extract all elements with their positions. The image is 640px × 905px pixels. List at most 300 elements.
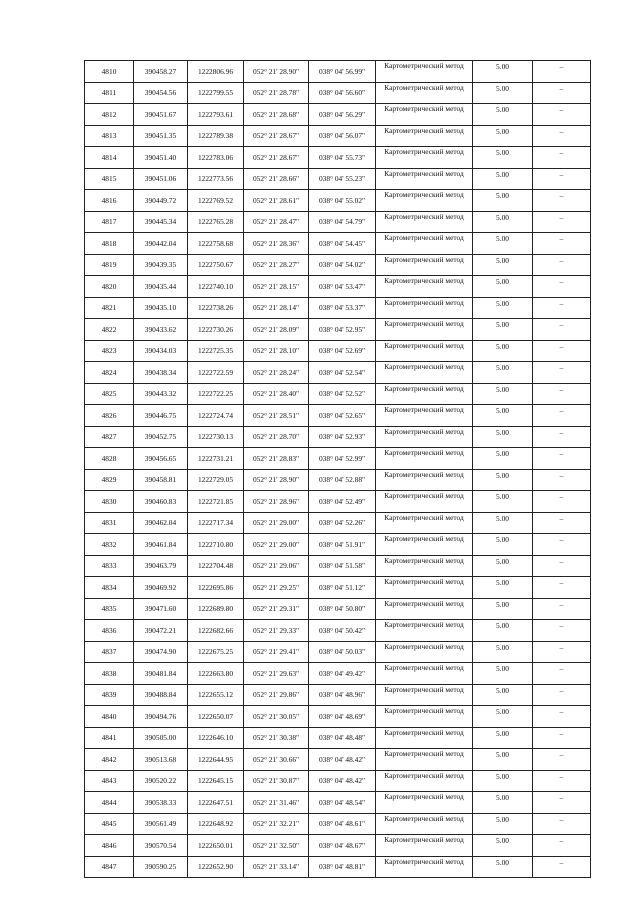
method-cell: Картометрический метод — [376, 706, 473, 728]
accuracy-cell: 5.00 — [473, 706, 533, 728]
x-coordinate-cell: 390570.54 — [134, 835, 188, 857]
note-cell: – — [533, 168, 591, 190]
latitude-cell: 052° 21' 33.14" — [244, 856, 309, 878]
point-number-cell: 4828 — [85, 448, 134, 470]
y-coordinate-cell: 1222650.07 — [188, 706, 244, 728]
longitude-cell: 038° 04' 48.48" — [309, 727, 376, 749]
table-row — [85, 405, 591, 427]
accuracy-cell: 5.00 — [473, 856, 533, 878]
latitude-cell: 052° 21' 28.66" — [244, 168, 309, 190]
x-coordinate-cell: 390435.44 — [134, 276, 188, 298]
longitude-cell: 038° 04' 52.88" — [309, 469, 376, 491]
table-row — [85, 663, 591, 685]
longitude-cell: 038° 04' 54.45" — [309, 233, 376, 255]
point-number-cell: 4835 — [85, 598, 134, 620]
note-cell: – — [533, 663, 591, 685]
y-coordinate-cell: 1222729.05 — [188, 469, 244, 491]
point-number-cell: 4819 — [85, 254, 134, 276]
table-row — [85, 319, 591, 341]
y-coordinate-cell: 1222799.55 — [188, 82, 244, 104]
longitude-cell: 038° 04' 51.91" — [309, 534, 376, 556]
latitude-cell: 052° 21' 28.09" — [244, 319, 309, 341]
point-number-cell: 4815 — [85, 168, 134, 190]
longitude-cell: 038° 04' 48.61" — [309, 813, 376, 835]
table-row — [85, 577, 591, 599]
method-cell: Картометрический метод — [376, 426, 473, 448]
table-row — [85, 555, 591, 577]
method-cell: Картометрический метод — [376, 534, 473, 556]
x-coordinate-cell: 390435.10 — [134, 297, 188, 319]
point-number-cell: 4832 — [85, 534, 134, 556]
longitude-cell: 038° 04' 56.99" — [309, 61, 376, 83]
method-cell: Картометрический метод — [376, 555, 473, 577]
x-coordinate-cell: 390434.03 — [134, 340, 188, 362]
accuracy-cell: 5.00 — [473, 426, 533, 448]
method-cell: Картометрический метод — [376, 469, 473, 491]
y-coordinate-cell: 1222682.66 — [188, 620, 244, 642]
note-cell: – — [533, 362, 591, 384]
table-row — [85, 125, 591, 147]
note-cell: – — [533, 684, 591, 706]
latitude-cell: 052° 21' 28.47" — [244, 211, 309, 233]
x-coordinate-cell: 390449.72 — [134, 190, 188, 212]
method-cell: Картометрический метод — [376, 340, 473, 362]
latitude-cell: 052° 21' 28.15" — [244, 276, 309, 298]
method-cell: Картометрический метод — [376, 749, 473, 771]
method-cell: Картометрический метод — [376, 512, 473, 534]
accuracy-cell: 5.00 — [473, 792, 533, 814]
point-number-cell: 4811 — [85, 82, 134, 104]
accuracy-cell: 5.00 — [473, 82, 533, 104]
accuracy-cell: 5.00 — [473, 147, 533, 169]
accuracy-cell: 5.00 — [473, 211, 533, 233]
table-row — [85, 276, 591, 298]
x-coordinate-cell: 390474.90 — [134, 641, 188, 663]
note-cell: – — [533, 104, 591, 126]
method-cell: Картометрический метод — [376, 276, 473, 298]
latitude-cell: 052° 21' 32.50" — [244, 835, 309, 857]
x-coordinate-cell: 390590.25 — [134, 856, 188, 878]
x-coordinate-cell: 390433.62 — [134, 319, 188, 341]
accuracy-cell: 5.00 — [473, 405, 533, 427]
accuracy-cell: 5.00 — [473, 61, 533, 83]
latitude-cell: 052° 21' 28.14" — [244, 297, 309, 319]
latitude-cell: 052° 21' 29.86" — [244, 684, 309, 706]
y-coordinate-cell: 1222695.86 — [188, 577, 244, 599]
table-row — [85, 792, 591, 814]
latitude-cell: 052° 21' 28.10" — [244, 340, 309, 362]
y-coordinate-cell: 1222730.26 — [188, 319, 244, 341]
table-row — [85, 727, 591, 749]
y-coordinate-cell: 1222647.51 — [188, 792, 244, 814]
method-cell: Картометрический метод — [376, 104, 473, 126]
method-cell: Картометрический метод — [376, 168, 473, 190]
note-cell: – — [533, 233, 591, 255]
latitude-cell: 052° 21' 28.61" — [244, 190, 309, 212]
latitude-cell: 052° 21' 31.46" — [244, 792, 309, 814]
longitude-cell: 038° 04' 54.79" — [309, 211, 376, 233]
point-number-cell: 4826 — [85, 405, 134, 427]
method-cell: Картометрический метод — [376, 770, 473, 792]
method-cell: Картометрический метод — [376, 598, 473, 620]
note-cell: – — [533, 61, 591, 83]
latitude-cell: 052° 21' 30.05" — [244, 706, 309, 728]
coordinates-table — [84, 60, 591, 878]
table-row — [85, 749, 591, 771]
method-cell: Картометрический метод — [376, 491, 473, 513]
latitude-cell: 052° 21' 28.83" — [244, 448, 309, 470]
longitude-cell: 038° 04' 48.96" — [309, 684, 376, 706]
accuracy-cell: 5.00 — [473, 555, 533, 577]
table-row — [85, 813, 591, 835]
latitude-cell: 052° 21' 28.27" — [244, 254, 309, 276]
latitude-cell: 052° 21' 28.70" — [244, 426, 309, 448]
accuracy-cell: 5.00 — [473, 684, 533, 706]
method-cell: Картометрический метод — [376, 254, 473, 276]
point-number-cell: 4820 — [85, 276, 134, 298]
accuracy-cell: 5.00 — [473, 620, 533, 642]
table-row — [85, 684, 591, 706]
note-cell: – — [533, 448, 591, 470]
point-number-cell: 4839 — [85, 684, 134, 706]
method-cell: Картометрический метод — [376, 211, 473, 233]
point-number-cell: 4837 — [85, 641, 134, 663]
y-coordinate-cell: 1222704.48 — [188, 555, 244, 577]
x-coordinate-cell: 390456.65 — [134, 448, 188, 470]
x-coordinate-cell: 390451.67 — [134, 104, 188, 126]
y-coordinate-cell: 1222725.35 — [188, 340, 244, 362]
x-coordinate-cell: 390443.32 — [134, 383, 188, 405]
note-cell: – — [533, 620, 591, 642]
note-cell: – — [533, 405, 591, 427]
note-cell: – — [533, 749, 591, 771]
method-cell: Картометрический метод — [376, 61, 473, 83]
point-number-cell: 4830 — [85, 491, 134, 513]
point-number-cell: 4813 — [85, 125, 134, 147]
longitude-cell: 038° 04' 48.69" — [309, 706, 376, 728]
x-coordinate-cell: 390488.84 — [134, 684, 188, 706]
longitude-cell: 038° 04' 52.69" — [309, 340, 376, 362]
point-number-cell: 4831 — [85, 512, 134, 534]
note-cell: – — [533, 211, 591, 233]
table-row — [85, 469, 591, 491]
longitude-cell: 038° 04' 53.37" — [309, 297, 376, 319]
accuracy-cell: 5.00 — [473, 577, 533, 599]
table-body — [85, 61, 591, 878]
note-cell: – — [533, 727, 591, 749]
table-row — [85, 233, 591, 255]
accuracy-cell: 5.00 — [473, 448, 533, 470]
y-coordinate-cell: 1222783.06 — [188, 147, 244, 169]
accuracy-cell: 5.00 — [473, 770, 533, 792]
accuracy-cell: 5.00 — [473, 190, 533, 212]
point-number-cell: 4825 — [85, 383, 134, 405]
note-cell: – — [533, 491, 591, 513]
method-cell: Картометрический метод — [376, 641, 473, 663]
accuracy-cell: 5.00 — [473, 297, 533, 319]
method-cell: Картометрический метод — [376, 405, 473, 427]
point-number-cell: 4838 — [85, 663, 134, 685]
longitude-cell: 038° 04' 52.65" — [309, 405, 376, 427]
longitude-cell: 038° 04' 50.03" — [309, 641, 376, 663]
point-number-cell: 4840 — [85, 706, 134, 728]
longitude-cell: 038° 04' 48.81" — [309, 856, 376, 878]
accuracy-cell: 5.00 — [473, 340, 533, 362]
table-row — [85, 297, 591, 319]
x-coordinate-cell: 390505.00 — [134, 727, 188, 749]
longitude-cell: 038° 04' 52.95" — [309, 319, 376, 341]
longitude-cell: 038° 04' 48.54" — [309, 792, 376, 814]
note-cell: – — [533, 125, 591, 147]
method-cell: Картометрический метод — [376, 125, 473, 147]
method-cell: Картометрический метод — [376, 383, 473, 405]
y-coordinate-cell: 1222721.85 — [188, 491, 244, 513]
method-cell: Картометрический метод — [376, 835, 473, 857]
accuracy-cell: 5.00 — [473, 813, 533, 835]
latitude-cell: 052° 21' 29.33" — [244, 620, 309, 642]
point-number-cell: 4842 — [85, 749, 134, 771]
x-coordinate-cell: 390461.84 — [134, 534, 188, 556]
y-coordinate-cell: 1222773.56 — [188, 168, 244, 190]
latitude-cell: 052° 21' 29.31" — [244, 598, 309, 620]
x-coordinate-cell: 390462.04 — [134, 512, 188, 534]
latitude-cell: 052° 21' 28.24" — [244, 362, 309, 384]
method-cell: Картометрический метод — [376, 233, 473, 255]
table-row — [85, 620, 591, 642]
table-row — [85, 211, 591, 233]
table-row — [85, 770, 591, 792]
method-cell: Картометрический метод — [376, 813, 473, 835]
note-cell: – — [533, 147, 591, 169]
note-cell: – — [533, 276, 591, 298]
accuracy-cell: 5.00 — [473, 383, 533, 405]
method-cell: Картометрический метод — [376, 727, 473, 749]
accuracy-cell: 5.00 — [473, 319, 533, 341]
longitude-cell: 038° 04' 56.29" — [309, 104, 376, 126]
table-row — [85, 641, 591, 663]
y-coordinate-cell: 1222717.34 — [188, 512, 244, 534]
latitude-cell: 052° 21' 29.06" — [244, 555, 309, 577]
note-cell: – — [533, 297, 591, 319]
x-coordinate-cell: 390445.34 — [134, 211, 188, 233]
x-coordinate-cell: 390442.04 — [134, 233, 188, 255]
x-coordinate-cell: 390513.68 — [134, 749, 188, 771]
x-coordinate-cell: 390451.06 — [134, 168, 188, 190]
method-cell: Картометрический метод — [376, 448, 473, 470]
table-row — [85, 147, 591, 169]
longitude-cell: 038° 04' 48.42" — [309, 770, 376, 792]
longitude-cell: 038° 04' 56.07" — [309, 125, 376, 147]
accuracy-cell: 5.00 — [473, 749, 533, 771]
y-coordinate-cell: 1222655.12 — [188, 684, 244, 706]
x-coordinate-cell: 390469.92 — [134, 577, 188, 599]
table-row — [85, 61, 591, 83]
y-coordinate-cell: 1222646.10 — [188, 727, 244, 749]
latitude-cell: 052° 21' 29.41" — [244, 641, 309, 663]
accuracy-cell: 5.00 — [473, 469, 533, 491]
y-coordinate-cell: 1222738.26 — [188, 297, 244, 319]
y-coordinate-cell: 1222689.80 — [188, 598, 244, 620]
latitude-cell: 052° 21' 28.90" — [244, 61, 309, 83]
method-cell: Картометрический метод — [376, 856, 473, 878]
point-number-cell: 4845 — [85, 813, 134, 835]
y-coordinate-cell: 1222758.68 — [188, 233, 244, 255]
y-coordinate-cell: 1222652.90 — [188, 856, 244, 878]
x-coordinate-cell: 390458.81 — [134, 469, 188, 491]
note-cell: – — [533, 82, 591, 104]
x-coordinate-cell: 390561.49 — [134, 813, 188, 835]
point-number-cell: 4841 — [85, 727, 134, 749]
accuracy-cell: 5.00 — [473, 362, 533, 384]
note-cell: – — [533, 813, 591, 835]
longitude-cell: 038° 04' 52.26" — [309, 512, 376, 534]
y-coordinate-cell: 1222663.80 — [188, 663, 244, 685]
latitude-cell: 052° 21' 28.67" — [244, 147, 309, 169]
longitude-cell: 038° 04' 48.42" — [309, 749, 376, 771]
latitude-cell: 052° 21' 28.51" — [244, 405, 309, 427]
accuracy-cell: 5.00 — [473, 104, 533, 126]
table-row — [85, 82, 591, 104]
method-cell: Картометрический метод — [376, 620, 473, 642]
x-coordinate-cell: 390472.21 — [134, 620, 188, 642]
point-number-cell: 4836 — [85, 620, 134, 642]
table-row — [85, 383, 591, 405]
note-cell: – — [533, 426, 591, 448]
accuracy-cell: 5.00 — [473, 512, 533, 534]
x-coordinate-cell: 390460.83 — [134, 491, 188, 513]
method-cell: Картометрический метод — [376, 577, 473, 599]
accuracy-cell: 5.00 — [473, 233, 533, 255]
note-cell: – — [533, 641, 591, 663]
accuracy-cell: 5.00 — [473, 276, 533, 298]
longitude-cell: 038° 04' 55.02" — [309, 190, 376, 212]
point-number-cell: 4833 — [85, 555, 134, 577]
longitude-cell: 038° 04' 56.60" — [309, 82, 376, 104]
longitude-cell: 038° 04' 50.42" — [309, 620, 376, 642]
note-cell: – — [533, 340, 591, 362]
y-coordinate-cell: 1222769.52 — [188, 190, 244, 212]
longitude-cell: 038° 04' 52.52" — [309, 383, 376, 405]
method-cell: Картометрический метод — [376, 319, 473, 341]
table-row — [85, 362, 591, 384]
latitude-cell: 052° 21' 29.25" — [244, 577, 309, 599]
accuracy-cell: 5.00 — [473, 663, 533, 685]
longitude-cell: 038° 04' 55.23" — [309, 168, 376, 190]
accuracy-cell: 5.00 — [473, 534, 533, 556]
accuracy-cell: 5.00 — [473, 125, 533, 147]
note-cell: – — [533, 856, 591, 878]
note-cell: – — [533, 770, 591, 792]
accuracy-cell: 5.00 — [473, 598, 533, 620]
method-cell: Картометрический метод — [376, 190, 473, 212]
method-cell: Картометрический метод — [376, 147, 473, 169]
table-row — [85, 706, 591, 728]
latitude-cell: 052° 21' 28.68" — [244, 104, 309, 126]
x-coordinate-cell: 390446.75 — [134, 405, 188, 427]
x-coordinate-cell: 390481.84 — [134, 663, 188, 685]
y-coordinate-cell: 1222806.96 — [188, 61, 244, 83]
x-coordinate-cell: 390454.56 — [134, 82, 188, 104]
y-coordinate-cell: 1222650.01 — [188, 835, 244, 857]
latitude-cell: 052° 21' 30.87" — [244, 770, 309, 792]
x-coordinate-cell: 390471.60 — [134, 598, 188, 620]
y-coordinate-cell: 1222724.74 — [188, 405, 244, 427]
x-coordinate-cell: 390520.22 — [134, 770, 188, 792]
table-row — [85, 340, 591, 362]
point-number-cell: 4827 — [85, 426, 134, 448]
accuracy-cell: 5.00 — [473, 491, 533, 513]
note-cell: – — [533, 469, 591, 491]
note-cell: – — [533, 598, 591, 620]
longitude-cell: 038° 04' 51.58" — [309, 555, 376, 577]
method-cell: Картометрический метод — [376, 362, 473, 384]
y-coordinate-cell: 1222765.28 — [188, 211, 244, 233]
point-number-cell: 4821 — [85, 297, 134, 319]
point-number-cell: 4844 — [85, 792, 134, 814]
accuracy-cell: 5.00 — [473, 168, 533, 190]
note-cell: – — [533, 534, 591, 556]
point-number-cell: 4816 — [85, 190, 134, 212]
point-number-cell: 4847 — [85, 856, 134, 878]
table-row — [85, 856, 591, 878]
point-number-cell: 4829 — [85, 469, 134, 491]
longitude-cell: 038° 04' 50.80" — [309, 598, 376, 620]
point-number-cell: 4818 — [85, 233, 134, 255]
y-coordinate-cell: 1222793.61 — [188, 104, 244, 126]
note-cell: – — [533, 792, 591, 814]
note-cell: – — [533, 706, 591, 728]
table-row — [85, 426, 591, 448]
longitude-cell: 038° 04' 52.54" — [309, 362, 376, 384]
table-row — [85, 104, 591, 126]
x-coordinate-cell: 390463.79 — [134, 555, 188, 577]
method-cell: Картометрический метод — [376, 663, 473, 685]
note-cell: – — [533, 512, 591, 534]
latitude-cell: 052° 21' 29.63" — [244, 663, 309, 685]
document-page — [84, 60, 591, 878]
x-coordinate-cell: 390538.33 — [134, 792, 188, 814]
table-row — [85, 168, 591, 190]
x-coordinate-cell: 390439.35 — [134, 254, 188, 276]
method-cell: Картометрический метод — [376, 297, 473, 319]
x-coordinate-cell: 390438.34 — [134, 362, 188, 384]
y-coordinate-cell: 1222730.13 — [188, 426, 244, 448]
latitude-cell: 052° 21' 30.38" — [244, 727, 309, 749]
y-coordinate-cell: 1222740.10 — [188, 276, 244, 298]
y-coordinate-cell: 1222645.15 — [188, 770, 244, 792]
point-number-cell: 4843 — [85, 770, 134, 792]
longitude-cell: 038° 04' 52.93" — [309, 426, 376, 448]
longitude-cell: 038° 04' 54.02" — [309, 254, 376, 276]
table-row — [85, 512, 591, 534]
x-coordinate-cell: 390451.40 — [134, 147, 188, 169]
note-cell: – — [533, 319, 591, 341]
point-number-cell: 4834 — [85, 577, 134, 599]
longitude-cell: 038° 04' 53.47" — [309, 276, 376, 298]
longitude-cell: 038° 04' 49.42" — [309, 663, 376, 685]
y-coordinate-cell: 1222789.38 — [188, 125, 244, 147]
accuracy-cell: 5.00 — [473, 641, 533, 663]
longitude-cell: 038° 04' 52.99" — [309, 448, 376, 470]
accuracy-cell: 5.00 — [473, 727, 533, 749]
y-coordinate-cell: 1222722.25 — [188, 383, 244, 405]
point-number-cell: 4812 — [85, 104, 134, 126]
longitude-cell: 038° 04' 55.73" — [309, 147, 376, 169]
point-number-cell: 4817 — [85, 211, 134, 233]
latitude-cell: 052° 21' 28.96" — [244, 491, 309, 513]
longitude-cell: 038° 04' 52.49" — [309, 491, 376, 513]
latitude-cell: 052° 21' 28.40" — [244, 383, 309, 405]
